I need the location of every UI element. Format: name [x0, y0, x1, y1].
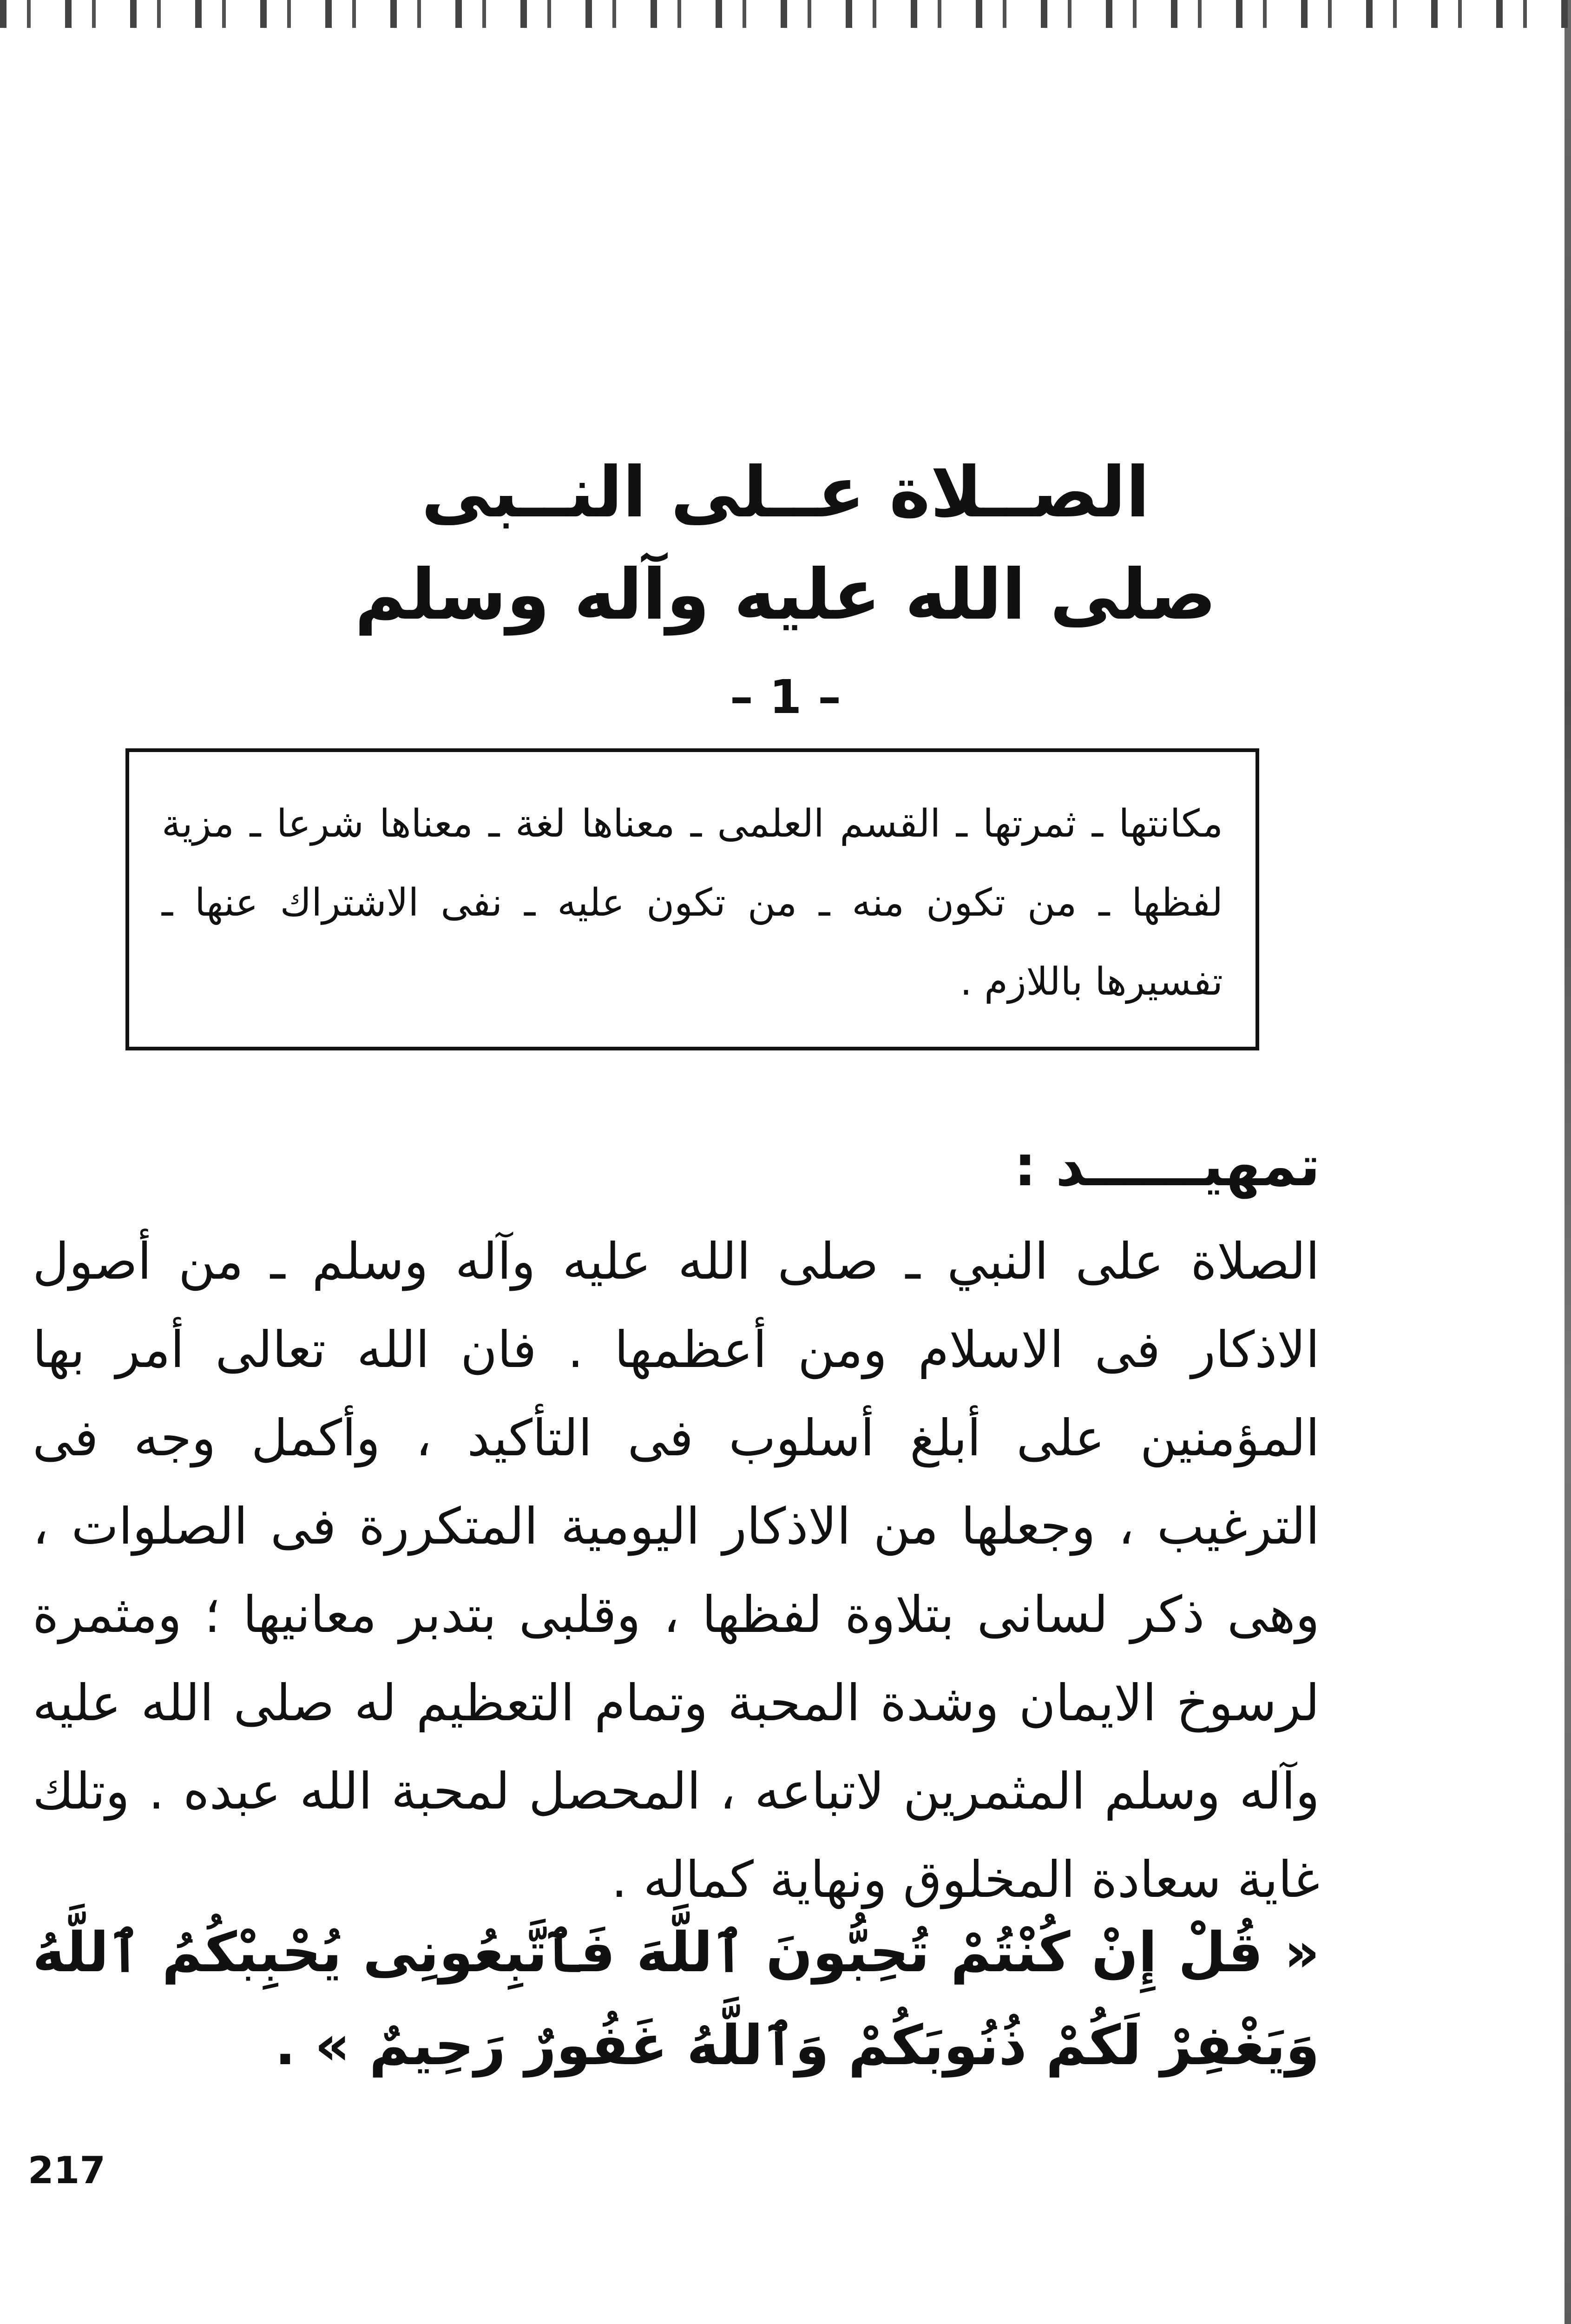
introduction-heading: تمهيــــــد : [1014, 1134, 1320, 1199]
section-number: – 1 – [730, 670, 841, 724]
summary-text: مكانتها ـ ثمرتها ـ القسم العلمى ـ معناها لغة ـ معناها شرعا ـ مزية لفظها ـ من تكون منه ـ من تكون عليه ـ نفى الاشتراك عنها ـ تفسيرها باللازم . [162, 802, 1223, 1004]
summary-box [125, 748, 1259, 1050]
chapter-subtitle: صلى الله عليه وآله وسلم [355, 555, 1216, 635]
body-paragraph: الصلاة على النبي ـ صلى الله عليه وآله وسلم ـ من أصول الاذكار فى الاسلام ومن أعظمها . فان الله تعالى أمر بها المؤمنين على أبلغ أسلوب فى التأكيد ، وأكمل وجه فى الترغيب ، وجعلها من الاذكار اليومية المتكررة فى الصلوات ، وهى ذكر لسانى بتلاوة لفظها ، وقلبى بتدبر معانيها ؛ ومثمرة لرسوخ الايمان وشدة المحبة وتمام التعظيم له صلى الله عليه وآله وسلم المثمرين لاتباعه ، المحصل لمحبة الله عبده . وتلك غاية سعادة المخلوق ونهاية كماله . [33, 1233, 1320, 1909]
scan-artifact-right-edge [1564, 0, 1571, 2324]
scan-artifact-top [0, 0, 1571, 28]
chapter-title: الصــلاة عــلى النــبى [421, 452, 1150, 533]
page-number: 217 [28, 2149, 105, 2192]
quran-verse: « قُلْ إِنْ كُنْتُمْ تُحِبُّونَ ٱللَّهَ فَٱتَّبِعُونِى يُحْبِبْكُمُ ٱللَّهُ وَيَغْفِرْ لَكُمْ ذُنُوبَكُمْ وَٱللَّهُ غَفُورٌ رَحِيمٌ » . [33, 1920, 1320, 2077]
